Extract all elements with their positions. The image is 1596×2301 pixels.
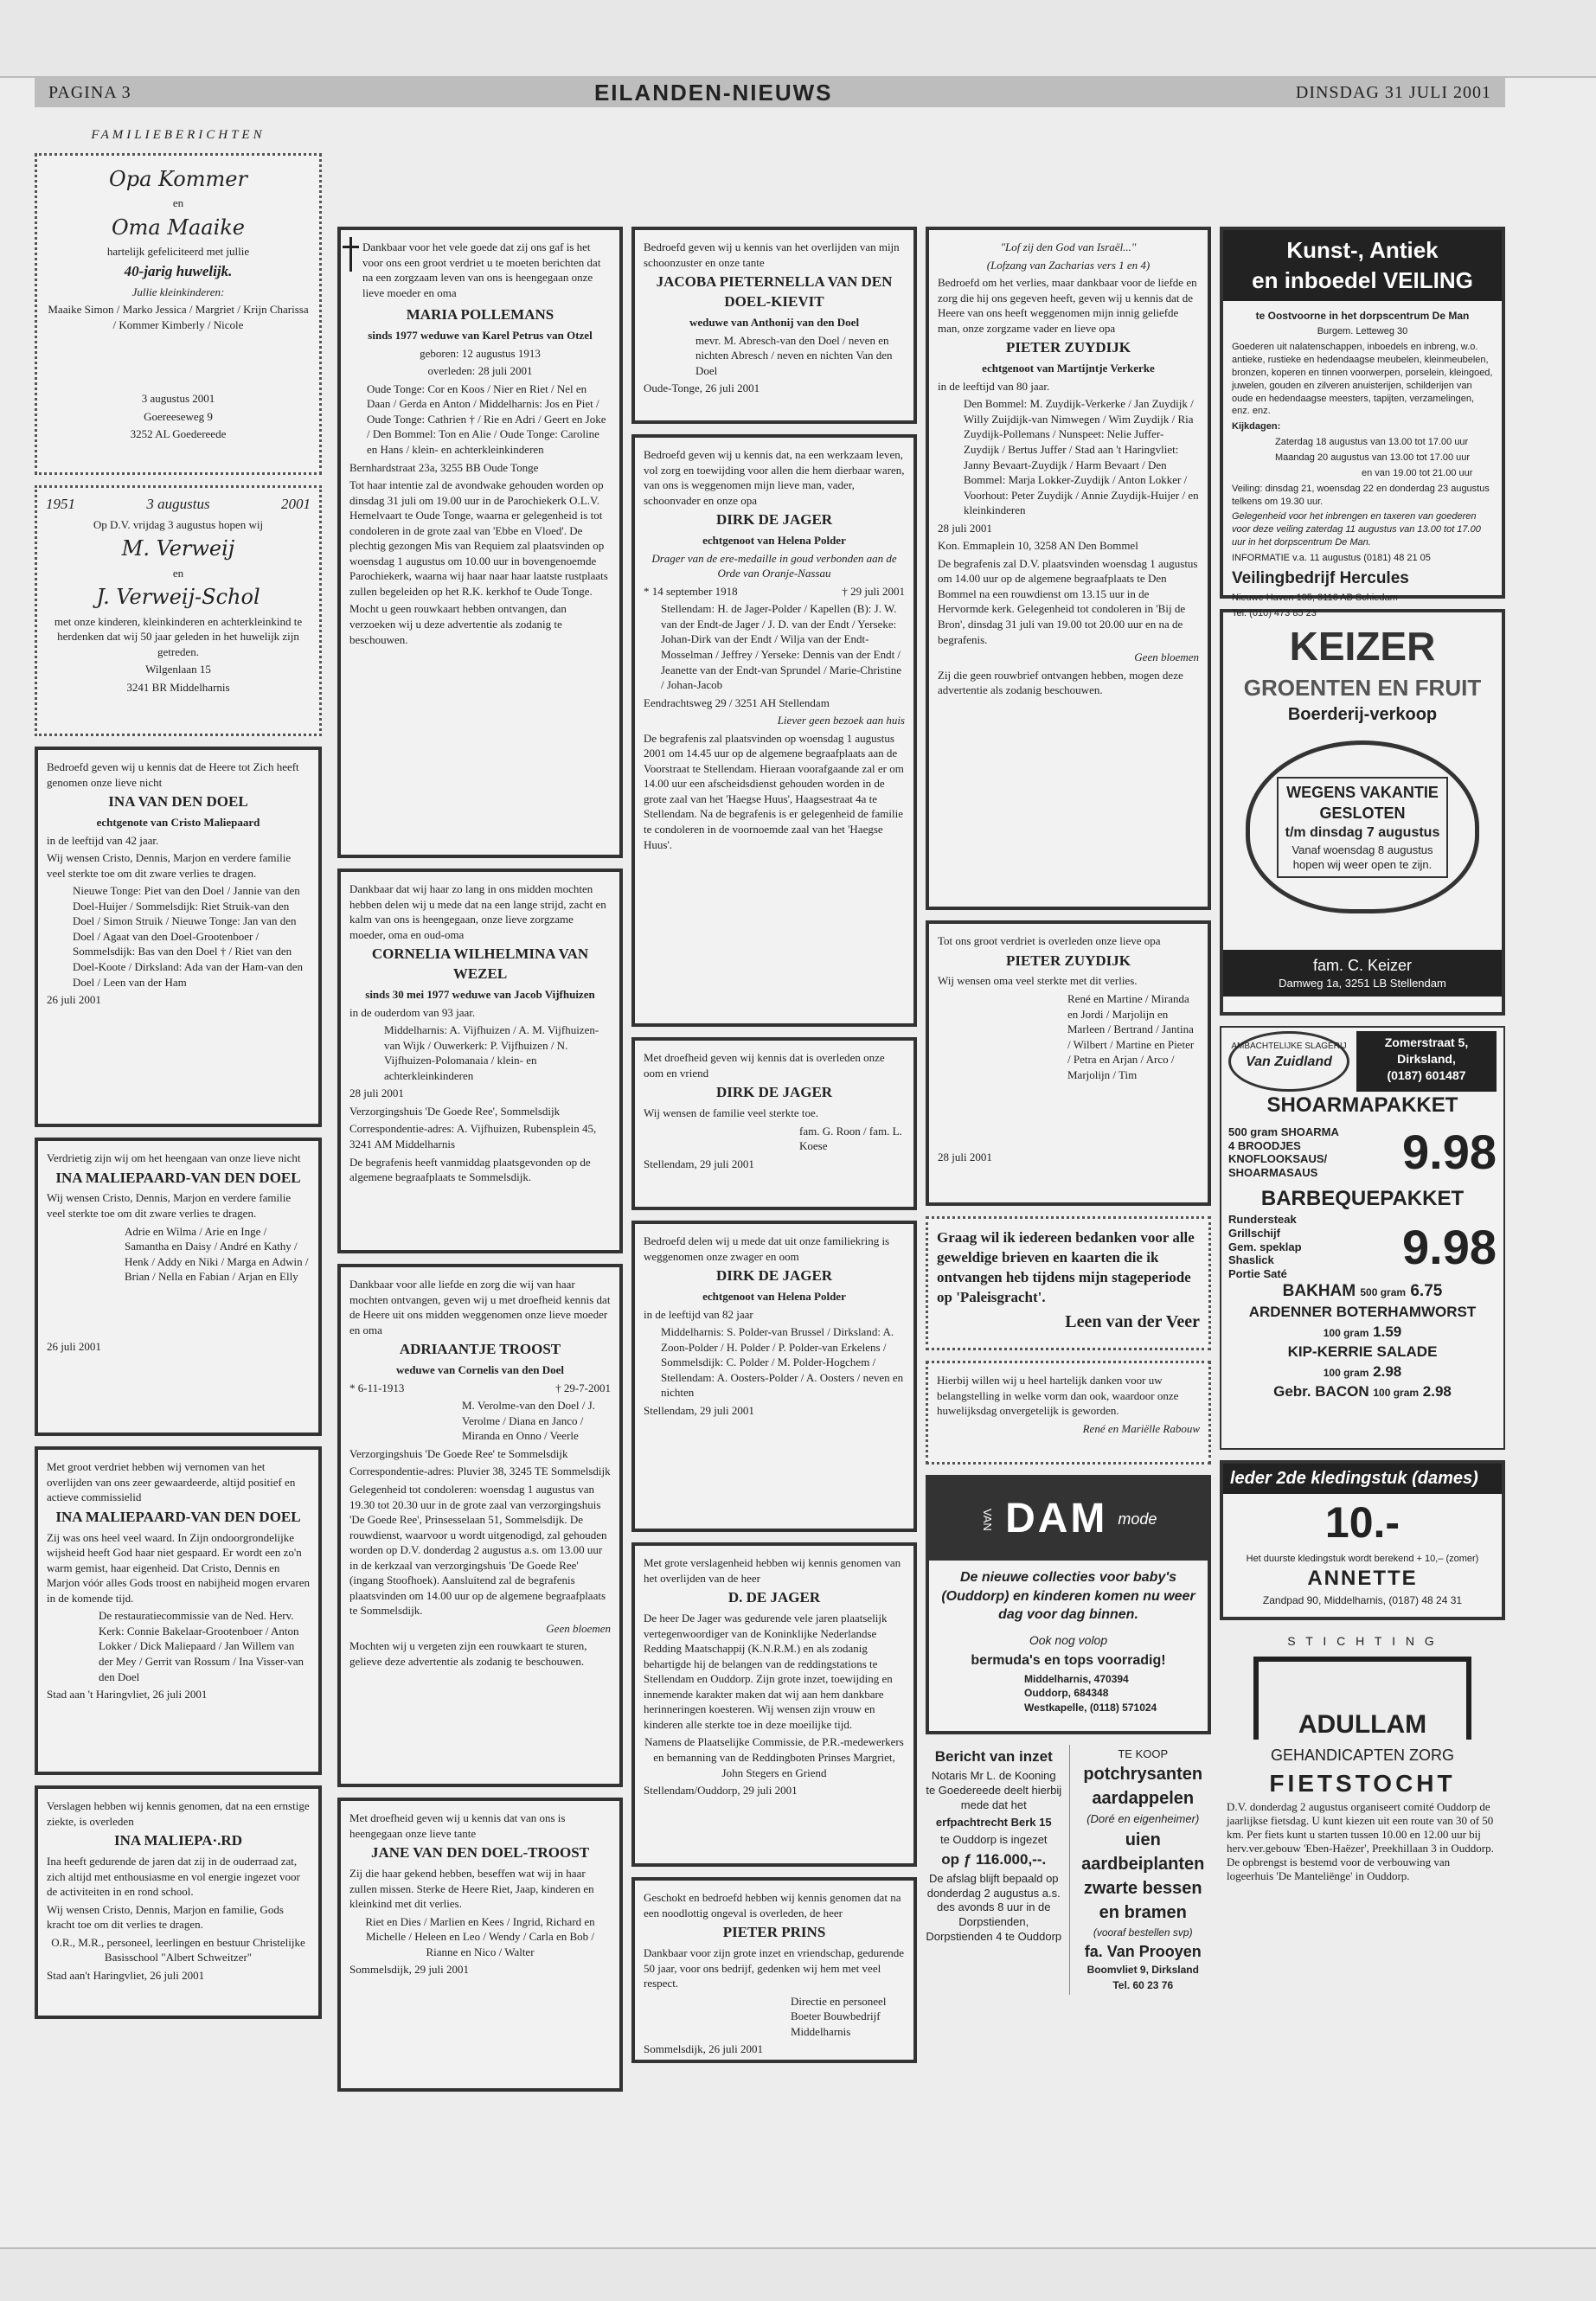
ad-text: Ina heeft gedurende de jaren dat zij in de ouderraad zat, zich altijd met enthousiasme en vol energie ingezet voor de activiteiten in en rond school. <box>47 1855 300 1899</box>
obituary-ad-4 <box>35 1785 322 2019</box>
ad-date: 28 juli 2001 <box>938 1150 992 1164</box>
ad-family: René en Martine / Miranda en Jordi / Marjolijn en Marleen / Bertrand / Jantina / Wilbert / Martine en Pieter / Petra en Arjan / Arco / Marjolijn / Tim <box>1067 992 1195 1081</box>
ad-date: Stad aan 't Haringvliet, 26 juli 2001 <box>47 1688 208 1702</box>
ad-text: WEGENS VAKANTIE <box>1286 783 1439 801</box>
ad-title: Veilingbedrijf Hercules <box>1232 568 1409 587</box>
ad-text: 2001 <box>281 496 311 512</box>
ad-text: Zij was ons heel veel waard. In Zijn ondoorgrondelijke wijsheid heeft God haar niet gespaard. Er wordt een zo'n warm gemist, haar eigenheid. Dat Cristo, Dennis en Marjon vóór alles Gods troost en nabijheid mogen ervaren in de komende tijd. <box>47 1530 310 1605</box>
ad-text: Hierbij willen wij u heel hartelijk danken voor uw belangstelling in welke vorm dan ook, waardoor onze huwelijksdag onvergetelijk is geworden. <box>937 1374 1179 1418</box>
ad-date: 3 augustus 2001 <box>141 392 215 406</box>
price-line <box>1228 1280 1497 1303</box>
ad-text: Jullie kleinkinderen: <box>131 285 225 298</box>
ad-text: Met grote verslagenheid hebben wij kennis genomen van het overlijden van de heer <box>644 1556 901 1585</box>
obituary-ad-3 <box>35 1446 322 1775</box>
ad-name: INA MALIEPAARD-VAN DEN DOEL <box>55 1508 301 1525</box>
issue-date: DINSDAG 31 JULI 2001 <box>1295 82 1491 102</box>
obituary-ad-12 <box>631 1221 917 1532</box>
ad-text: De nieuwe collecties voor baby's (Ouddorp) en kinderen komen nu weer dag voor dag binnen. <box>941 1570 1195 1623</box>
keizer-footer <box>1223 950 1502 997</box>
ad-text: 100 gram <box>1373 1386 1420 1399</box>
ad-text: en <box>172 196 184 210</box>
ad-text: weduwe van Anthonij van den Doel <box>689 315 860 329</box>
obituary-ad-8 <box>337 1798 623 2092</box>
auction-ad <box>1220 227 1505 619</box>
obituary-ad-14 <box>631 1877 917 2063</box>
ad-title: BARBEQUEPAKKET <box>1260 1186 1465 1210</box>
ad-text: 1951 <box>46 496 75 512</box>
anniversary-ad-1 <box>35 153 322 475</box>
ad-signature: De restauratiecommissie van de Ned. Herv. Kerk: Connie Bakelaar-Grootenboer / Anton Lokker / Dick Maliepaard / Jan Willem van der Mey / Gerrit van Rossum / Ina Visser-van den Doel <box>99 1609 304 1683</box>
ad-text: Zaterdag 18 augustus van 13.00 tot 17.00 uur <box>1275 437 1469 448</box>
ad-title: ANNETTE <box>1307 1567 1418 1591</box>
price-line <box>1228 1382 1497 1402</box>
ad-text: 100 gram <box>1323 1366 1369 1379</box>
column-4 <box>926 227 1211 1995</box>
auction-header <box>1223 230 1502 301</box>
product-list <box>1228 1125 1339 1179</box>
ad-text: Maandag 20 augustus van 13.00 tot 17.00 uur <box>1275 452 1471 463</box>
ad-text: echtgenoot van Helena Polder <box>702 534 846 548</box>
ad-price: op ƒ 116.000,--. <box>941 1850 1047 1868</box>
obituary-ad-9 <box>631 227 917 424</box>
ad-text: Verdrietig zijn wij om het heengaan van onze lieve nicht <box>47 1151 301 1164</box>
ad-name: MARIA POLLEMANS <box>406 306 554 324</box>
ad-text: Dankbaar voor zijn grote inzet en vriendschap, gedurende 50 jaar, voor ons bedrijf, gedenken wij hem met veel respect. <box>644 1946 905 1990</box>
ad-text: Wij wensen Cristo, Dennis, Marjon en verdere familie veel sterkte toe om dit zware verlies te dragen. <box>47 1191 292 1221</box>
ad-price: 9.98 <box>1402 1125 1497 1180</box>
butcher-address <box>1356 1031 1497 1092</box>
ad-text: GESLOTEN <box>1319 804 1406 822</box>
ad-text: Tot ons groot verdriet is overleden onze lieve opa <box>938 934 1161 947</box>
price-line <box>1228 1323 1497 1343</box>
ad-family: Adrie en Wilma / Arie en Inge / Samantha en Daisy / André en Kathy / Henk / Addy en Niki / Marga en Adwin / Brian / Nella en Fabian / Arjan en Elly <box>125 1224 309 1284</box>
ad-text: Drager van de ere-medaille in goud verbonden aan de Orde van Oranje-Nassau <box>651 551 897 580</box>
ad-price: 6.75 <box>1410 1282 1443 1301</box>
ad-text: erfpachtrecht Berk 15 <box>935 1815 1052 1829</box>
ad-text: weduwe van Cornelis van den Doel <box>396 1363 564 1377</box>
ad-phone: Tel. 60 23 76 <box>1112 1979 1174 1991</box>
product-list <box>1228 1213 1302 1280</box>
ad-text: uien <box>1125 1830 1161 1849</box>
ad-phone: Tel. (010) 473 85 23 <box>1232 608 1317 619</box>
ad-date: Oude-Tonge, 26 juli 2001 <box>644 381 760 395</box>
ad-family: Oude Tonge: Cor en Koos / Nier en Riet / Nel en Daan / Gerda en Anton / Middelharnis: Jos en Piet / Oude Tonge: Cathrien † / Rie en Adri / Geert en Joke / Den Bommel: Ton en Alie / Oude Tonge: Caroline en Hans / klein- en achterkleinkinderen <box>367 381 606 456</box>
ad-title: Kunst-, Antiek <box>1286 237 1439 263</box>
van-dam-logo <box>929 1478 1208 1561</box>
obituary-ad-11 <box>631 1037 917 1210</box>
thanks-ad-1 <box>926 1216 1211 1350</box>
page-number: PAGINA 3 <box>48 82 131 102</box>
ad-text: Gelegenheid tot condoleren: woensdag 1 augustus van 19.30 tot 20.30 uur in de grote zaal van verzorgingshuis 'De Goede Ree', Prinsesselaan 51, Sommelsdijk. De rouwdienst, waarvoor u wordt uitgenodigd, zal gehouden worden op D.V. donderdag 2 augustus a.s. om 13.00 uur in de kerkzaal van verzorgingshuis 'De Goede Ree' (ingang Stoofhoek). Aansluitend zal de begrafenis plaatsvinden om 14.00 uur op de algemene begraafplaats te Sommelsdijk. <box>349 1482 607 1618</box>
ad-text: Maaike Simon / Marko Jessica / Margriet / Krijn Charissa / Kommer Kimberly / Nicole <box>48 303 309 331</box>
ad-years <box>46 495 311 515</box>
ad-text: echtgenote van Cristo Maliepaard <box>96 816 260 830</box>
ad-text: Grillschijf <box>1228 1226 1280 1240</box>
ad-text: ARDENNER BOTERHAMWORST <box>1248 1303 1477 1320</box>
ad-text: Shaslick <box>1228 1253 1274 1267</box>
ad-text: Mochten wij u vergeten zijn een rouwkaart te sturen, gelieve deze advertentie als zodanig te beschouwen. <box>349 1639 587 1668</box>
ad-address: Boomvliet 9, Dirksland <box>1086 1964 1199 1976</box>
ad-text: Met droefheid geven wij kennis dat is overleden onze oom en vriend <box>644 1051 885 1080</box>
obituary-ad-13 <box>631 1542 917 1867</box>
ad-text: Bedroefd om het verlies, maar dankbaar voor de liefde en zorg die hij ons gegeven heeft, geven wij u kennis dat de Heere van ons heeft weggenomen mijn innig geliefde man, onze zorgzame vader en lieve opa <box>938 276 1197 335</box>
adullam-logo <box>1253 1657 1471 1740</box>
ad-text: Notaris Mr L. de Kooning te Goedereede deelt hierbij mede dat het <box>926 1769 1062 1811</box>
ad-text: Bedroefd delen wij u mede dat uit onze familiekring is weggenomen onze zwager en oom <box>644 1234 890 1263</box>
van-dam-addresses <box>929 1672 1208 1715</box>
ad-date: 28 juli 2001 <box>349 1086 404 1100</box>
ad-text: Op D.V. vrijdag 3 augustus hopen wij <box>93 517 264 531</box>
column-1 <box>35 128 322 2029</box>
ad-name: DIRK DE JAGER <box>715 1267 833 1285</box>
ad-text: en bramen <box>1099 1902 1187 1922</box>
ad-address: Middelharnis, 470394 <box>1024 1673 1129 1686</box>
ad-text: Wij wensen Cristo, Dennis, Marjon en verdere familie veel sterkte toe om dit zware verlies te dragen. <box>47 851 292 880</box>
ad-address: 3252 AL Goedereede <box>130 427 227 441</box>
ad-text: Kijkdagen: <box>1232 421 1281 433</box>
ad-name: M. Verweij <box>121 536 235 561</box>
ad-name: INA MALIEPA·.RD <box>114 1832 242 1849</box>
ad-text: met onze kinderen, kleinkinderen en achterkleinkind te herdenken dat wij 50 jaar geleden in het huwelijk zijn getreden. <box>54 614 303 658</box>
ad-address: Nieuwe Haven 105, 3116 AB Schiedam <box>1232 593 1398 604</box>
column-3 <box>631 227 917 2073</box>
ad-text: fa. Van Prooyen <box>1084 1942 1202 1960</box>
ad-text: Wij wensen Cristo, Dennis, Marjon en familie, Gods kracht toe om dit verlies te dragen. <box>47 1902 284 1932</box>
ad-name: PIETER ZUYDIJK <box>1005 339 1131 356</box>
ad-name: JACOBA PIETERNELLA VAN DEN DOEL-KIEVIT <box>656 273 893 311</box>
ad-text: 4 BROODJES <box>1228 1138 1301 1152</box>
ad-date: Stellendam, 29 juli 2001 <box>644 1157 754 1170</box>
obituary-ad-10 <box>631 434 917 1027</box>
ad-text: 500 gram SHOARMA <box>1228 1125 1339 1138</box>
ad-name: JANE VAN DEN DOEL-TROOST <box>370 1844 590 1862</box>
ad-text: en <box>172 566 184 580</box>
ad-price: 9.98 <box>1402 1219 1497 1274</box>
ad-date: 28 juli 2001 <box>938 521 992 535</box>
ad-text: Gelegenheid voor het inbrengen en taxeren van goederen voor deze veiling zaterdag 11 augustus van 13.00 tot 17.00 uur in het dorpscentrum De Man. <box>1232 511 1481 548</box>
ad-title: FIETSTOCHT <box>1269 1770 1456 1797</box>
ad-name: DIRK DE JAGER <box>715 511 833 529</box>
ad-text: Zij die geen rouwbrief ontvangen hebben, mogen deze advertentie als zodanig beschouwen. <box>938 668 1183 697</box>
obituary-ad-7 <box>337 1264 623 1787</box>
ad-text: te Oostvoorne in het dorpscentrum De Man <box>1255 310 1470 323</box>
ad-address: Correspondentie-adres: A. Vijfhuizen, Rubensplein 45, 3241 AM Middelharnis <box>349 1122 597 1150</box>
ad-title: SHOARMAPAKKET <box>1266 1093 1458 1117</box>
ad-text: * 14 september 1918 <box>644 584 738 598</box>
ad-text: Bedroefd geven wij u kennis dat de Heere tot Zich heeft genomen onze lieve nicht <box>47 760 299 789</box>
ad-text: KNOFLOOKSAUS/ <box>1228 1152 1328 1166</box>
pumpkin-icon <box>1246 740 1479 913</box>
ad-text: De afslag blijft bepaald op donderdag 2 augustus a.s. des avonds 8 uur in de Dorpstienden, Dorpstienden 4 te Ouddorp <box>926 1871 1062 1944</box>
adullam-ad <box>1220 1631 1505 1889</box>
ad-text: sinds 30 mei 1977 weduwe van Jacob Vijfhuizen <box>365 988 595 1002</box>
ad-text: Met droefheid geven wij u kennis dat van ons is heengegaan onze lieve tante <box>349 1811 566 1840</box>
ad-text: † 29 juli 2001 <box>842 584 905 598</box>
ad-price: 2.98 <box>1373 1362 1402 1380</box>
ad-family: Riet en Dies / Marlien en Kees / Ingrid, Richard en Michelle / Heleen en Leo / Wendy / Carla en Bob / Rianne en Nico / Walter <box>365 1914 595 1958</box>
ad-name: Oma Maaike <box>112 215 245 240</box>
ad-date: Sommelsdijk, 29 juli 2001 <box>349 1963 469 1977</box>
ad-text: De begrafenis zal plaatsvinden op woensdag 1 augustus 2001 om 14.45 uur op de algemene begraafplaats aan de Voorstraat te Stellendam. Hieraan voorafgaande zal er om 14.00 uur een afscheidsdienst gehouden worden in de grote zaal van het 'Haegse Huus', Haagsestraat 4a te Stellendam. Na de begrafenis is er gelegenheid de familie te condoleren in de voornoemde zaal van het 'Haegse Huus'. <box>644 731 904 851</box>
ad-text: overleden: 28 juli 2001 <box>427 364 533 378</box>
obituary-ad-6 <box>337 868 623 1253</box>
ad-text: Liever geen bezoek aan huis <box>777 714 905 727</box>
ad-text: Mocht u geen rouwkaart hebben ontvangen, dan verzoeken wij u deze advertentie als zodanig te beschouwen. <box>349 602 567 646</box>
ad-address: Eendrachtsweg 29 / 3251 AH Stellendam <box>644 695 830 709</box>
logo-text: ADULLAM <box>1298 1710 1427 1739</box>
ad-address: Wilgenlaan 15 <box>145 663 211 676</box>
ad-text: Gebr. BACON <box>1273 1382 1369 1400</box>
ad-date: Sommelsdijk, 26 juli 2001 <box>644 2042 763 2056</box>
ad-address: Zandpad 90, Middelharnis, (0187) 48 24 31 <box>1262 1593 1463 1606</box>
ad-family: M. Verolme-van den Doel / J. Verolme / Diana en Janco / Miranda en Onno / Veerle <box>462 1399 595 1443</box>
logo-text: GEHANDICAPTEN ZORG <box>1270 1747 1455 1764</box>
ad-phone: (0187) 601487 <box>1387 1067 1466 1082</box>
ad-address: Dirksland, <box>1397 1051 1456 1066</box>
ad-text: Dankbaar voor alle liefde en zorg die wij van haar mochten ontvangen, geven wij u met droefheid kennis dat de Heere uit ons midden weggenomen onze lieve moeder en oma <box>349 1278 611 1336</box>
ad-name: PIETER ZUYDIJK <box>1005 952 1131 969</box>
obituary-ad-5 <box>337 227 623 858</box>
ad-text: SHOARMASAUS <box>1228 1165 1318 1179</box>
ad-text: Wij wensen oma veel sterkte met dit verlies. <box>938 974 1138 988</box>
ad-text: Bedroefd geven wij u kennis van het overlijden van mijn schoonzuster en onze tante <box>644 240 900 269</box>
ad-text: BAKHAM <box>1282 1282 1356 1301</box>
ad-text: te Ouddorp is ingezet <box>939 1832 1048 1846</box>
ad-text: aardbeiplanten <box>1081 1854 1205 1874</box>
ad-title: KEIZER <box>1289 624 1436 669</box>
anniversary-ad-2 <box>35 485 322 736</box>
ad-name: INA VAN DEN DOEL <box>108 793 248 811</box>
column-2 <box>337 227 623 2102</box>
column-5 <box>1220 227 1505 1889</box>
ad-text: (Lofzang van Zacharias vers 1 en 4) <box>986 258 1151 272</box>
ad-text: Boerderij-verkoop <box>1287 705 1438 725</box>
ad-signature: Namens de Plaatselijke Commissie, de P.R.-medewerkers en bemanning van de Reddingboten Prinses Margriet, John Stegers en Griend <box>644 1735 904 1779</box>
ad-text: Het duurste kledingstuk wordt berekend + 10,– (zomer) <box>1246 1553 1479 1564</box>
ad-text: Verslagen hebben wij kennis genomen, dat na een ernstige ziekte, is overleden <box>47 1799 310 1828</box>
ad-text: echtgenoot van Helena Polder <box>702 1290 846 1304</box>
ad-family: Stellendam: H. de Jager-Polder / Kapellen (B): J. W. van der Endt-de Jager / J. D. van der Endt / Yerseke: Johan-Dirk van der Endt / Wilja van der Endt-Mosselman / Jeffrey / Yerseke: Dennis van der Endt / Jeanette van der Endt-van Sprundel / Marie-Christine / Johan-Jacob <box>661 602 901 692</box>
ad-text: 100 gram <box>1323 1326 1369 1339</box>
ad-family: Middelharnis: A. Vijfhuizen / A. M. Vijfhuizen-van Wijk / Ouwerkerk: P. Vijfhuizen / N. Vijfhuizen-Polomanaia / klein- en achterkleinkinderen <box>384 1023 599 1082</box>
van-dam-ad <box>926 1475 1211 1734</box>
cross-icon <box>349 237 352 272</box>
ad-name: PIETER PRINS <box>722 1924 826 1941</box>
butcher-header <box>1228 1031 1497 1092</box>
ad-text: hopen wij weer open te zijn. <box>1292 858 1433 872</box>
ad-address: Bernhardstraat 23a, 3255 BB Oude Tonge <box>349 460 539 474</box>
ad-text: hartelijk gefeliciteerd met jullie <box>106 245 250 259</box>
price-line <box>1228 1362 1497 1382</box>
obituary-ad-1 <box>35 747 322 1127</box>
notice-ad <box>926 1745 1062 1995</box>
ad-family: fam. G. Roon / fam. L. Koese <box>799 1124 902 1153</box>
ad-text: 500 gram <box>1360 1286 1407 1299</box>
ad-date: Stad aan't Haringvliet, 26 juli 2001 <box>47 1968 205 1982</box>
product-row <box>1228 1213 1497 1280</box>
auction-body <box>1223 301 1502 628</box>
ad-text: De begrafenis zal D.V. plaatsvinden woensdag 1 augustus om 14.00 uur op de algemene begraafplaats te Den Bommel na een rouwdienst om 13.15 uur in de Hervormde kerk. Gelegenheid tot condoleren in 'Bij de Bron', dinsdag 31 juli van 19.00 tot 20.00 uur en na de begrafenis. <box>938 556 1198 646</box>
ad-text: zwarte bessen <box>1083 1878 1202 1898</box>
logo-text: Van Zuidland <box>1246 1054 1332 1069</box>
logo-text: AMBACHTELIJKE SLAGERIJ <box>1231 1042 1347 1051</box>
ad-text: Geen bloemen <box>1134 651 1199 664</box>
ad-text: "Lof zij den God van Israël..." <box>1000 240 1137 253</box>
ad-text: bermuda's en tops voorradig! <box>971 1652 1166 1668</box>
annette-ad <box>1220 1460 1505 1620</box>
ad-text: Rundersteak <box>1228 1213 1297 1227</box>
ad-intro <box>349 237 611 303</box>
obituary-ad-15 <box>926 227 1211 910</box>
ad-signature: O.R., M.R., personeel, leerlingen en bestuur Christelijke Basisschool "Albert Schweitzer" <box>51 1935 305 1965</box>
ad-signature: Directie en personeel Boeter Bouwbedrijf Middelharnis <box>791 1994 887 2038</box>
ad-text: Ook nog volop <box>1029 1632 1108 1647</box>
obituary-ad-2 <box>35 1138 322 1436</box>
vacation-notice <box>1277 777 1449 878</box>
ad-name: CORNELIA WILHELMINA VAN WEZEL <box>371 945 589 983</box>
thanks-ad-2 <box>926 1361 1211 1465</box>
ad-text: Veiling: dinsdag 21, woensdag 22 en donderdag 23 augustus telkens om 19.30 uur. <box>1232 483 1490 507</box>
ad-name: J. Verweij-Schol <box>96 585 260 610</box>
ad-text: Graag wil ik iedereen bedanken voor alle geweldige brieven en kaarten die ik ontvangen heb tijdens mijn stageperiode op 'Paleisgracht'. <box>937 1229 1195 1305</box>
ad-text: Wij wensen de familie veel sterkte toe. <box>644 1106 818 1120</box>
ad-address: Ouddorp, 684348 <box>1024 1687 1109 1700</box>
ad-text: INFORMATIE v.a. 11 augustus (0181) 48 21 05 <box>1232 552 1431 563</box>
section-title: FAMILIEBERICHTEN <box>91 128 266 142</box>
butcher-ad <box>1220 1026 1505 1450</box>
ad-date: 26 juli 2001 <box>47 1339 101 1353</box>
ad-family: mevr. M. Abresch-van den Doel / neven en nichten Abresch / neven en nichten Van den Doel <box>695 333 893 377</box>
butcher-logo <box>1228 1031 1349 1092</box>
obituary-ad-16 <box>926 920 1211 1206</box>
ad-family: Nieuwe Tonge: Piet van den Doel / Jannie van den Doel-Huijer / Sommelsdijk: Riet Struik-van den Doel / Simon Struik / Nieuwe Tonge: Jan van den Doel / Agaat van den Doel-Grootenboer / Sommelsdijk: Bas van den Doel † / Riet van den Doel-Koote / Dirksland: Ada van der Ham-van den Doel / Leen van der Ham <box>73 884 304 989</box>
ad-text: Bedroefd geven wij u kennis dat, na een werkzaam leven, vol zorg en toewijding voor allen die hem dierbaar waren, van ons is weggenomen mijn lieve man, vader, schoonvader en onze opa <box>644 448 905 507</box>
ad-address: Kon. Emmaplein 10, 3258 AN Den Bommel <box>938 539 1138 553</box>
page-header <box>35 78 1505 107</box>
ad-name: ADRIAANTJE TROOST <box>399 1341 561 1358</box>
logo-text: mode <box>1118 1510 1157 1529</box>
ad-text: en van 19.00 tot 21.00 uur <box>1362 467 1473 478</box>
ad-text: Geen bloemen <box>546 1621 611 1635</box>
ad-text: Dankbaar dat wij haar zo lang in ons midden mochten hebben delen wij u mede dat na een lange strijd, zacht en kalm van ons is heengegaan, onze lieve zorgzame moeder, oma en oud-oma <box>349 882 606 941</box>
ad-text: potchrysanten <box>1083 1765 1203 1785</box>
ad-address: Burgem. Letteweg 30 <box>1317 326 1408 337</box>
ad-text: † 29-7-2001 <box>555 1381 611 1394</box>
ad-text: (vooraf bestellen svp) <box>1093 1926 1193 1939</box>
ad-name: D. DE JAGER <box>727 1589 821 1606</box>
ad-text: Verzorgingshuis 'De Goede Ree' te Sommelsdijk <box>349 1446 568 1460</box>
ad-address: Zomerstraat 5, <box>1384 1035 1469 1049</box>
ad-text: geboren: 12 augustus 1913 <box>420 346 541 360</box>
ad-title: GROENTEN EN FRUIT <box>1243 675 1482 702</box>
ad-text: sinds 1977 weduwe van Karel Petrus van Otzel <box>368 329 593 343</box>
ad-date: Stellendam, 29 juli 2001 <box>644 1403 754 1417</box>
ad-text: in de leeftijd van 80 jaar. <box>938 379 1050 393</box>
ad-title: leder 2de kledingstuk (dames) <box>1223 1464 1502 1494</box>
ad-address: 3241 BR Middelharnis <box>126 681 230 694</box>
ad-price: 10.- <box>1324 1498 1401 1547</box>
ad-text: S T I C H T I N G <box>1287 1634 1438 1648</box>
ad-text: Verzorgingshuis 'De Goede Ree', Sommelsdijk <box>349 1104 561 1118</box>
ad-signature: Leen van der Veer <box>1065 1311 1200 1331</box>
ad-text: De heer De Jager was gedurende vele jaren plaatselijk vertegenwoordiger van de Koninklijke Nederlandse Redding Maatschappij (K.N.R.M.) en als zodanig behartigde hij de belangen van de reddingstations te Stellendam en Ouddorp. Zijn grote inzet, toewijding en innemende karakter maken dat wij aan hem dankbare herinneringen koesteren. Wij wensen zijn vrouw en kinderen alle sterkte toe in deze moeilijke tijd. <box>644 1612 893 1731</box>
masthead: EILANDEN-NIEUWS <box>593 79 833 106</box>
ad-text: Dankbaar voor het vele goede dat zij ons gaf is het voor ons een groot verdriet u te moeten berichten dat na een zorgzaam leven van ons is heengegaan onze lieve moeder en oma <box>362 240 601 299</box>
ad-address: Damweg 1a, 3251 LB Stellendam <box>1279 977 1446 990</box>
ad-address: Westkapelle, (0118) 571024 <box>1024 1701 1157 1714</box>
small-ads-row <box>926 1745 1211 1995</box>
ad-text: Tot haar intentie zal de avondwake gehouden worden op dinsdag 31 juli om 19.00 uur in de Parochiekerk O.L.V. Hemelvaart te Oude Tonge, waarna er gelegenheid is tot condoleren in de grote zaal van 'Ebbe en Vloed'. De plechtig gezongen Mis van Requiem zal plaatsvinden op woensdag 1 augustus om 10.00 uur in bovengenoemde Parochiekerk, waarna wij haar naar haar laatste rustplaats zullen begeleiden op het R.K. kerkhof te Oude Tonge. <box>349 478 608 598</box>
ad-text: KIP-KERRIE SALADE <box>1287 1343 1438 1360</box>
ad-family: Middelharnis: S. Polder-van Brussel / Dirksland: A. Zoon-Polder / H. Polder / P. Polder-van Erkelens / Sommelsdijk: C. Polder / M. Polder-Hogchem / Stellendam: A. Oosters-Polder / A. Oosters / neven en nichten <box>661 1325 904 1400</box>
ad-text: Goederen uit nalatenschappen, inboedels en inbreng, w.o. antieke, rustieke en hedendaagse meubelen, kleinmeubelen, bronzen, koperen en tinnen voorwerpen, porselein, kleingoed, juwelen, gouden en zilveren anuisterijen, schilderijen van oude en hedendaagse meesters, tapijten, verzamelingen, enz. enz. <box>1232 342 1493 417</box>
logo-text: DAM <box>1005 1496 1108 1542</box>
ad-text: De begrafenis heeft vanmiddag plaatsgevonden op de algemene begraafplaats te Sommelsdijk. <box>349 1155 591 1184</box>
te-koop-ad <box>1069 1745 1212 1995</box>
ad-text: aardappelen <box>1092 1789 1195 1809</box>
ad-name: INA MALIEPAARD-VAN DEN DOEL <box>55 1169 301 1186</box>
ad-text: in de leeftijd van 82 jaar <box>644 1307 753 1321</box>
ad-text: 3 augustus <box>146 496 210 512</box>
ad-text: fam. C. Keizer <box>1312 957 1413 975</box>
ad-signature: René en Mariëlle Rabouw <box>1082 1421 1200 1435</box>
ad-text: Vanaf woensdag 8 augustus <box>1292 843 1433 856</box>
ad-text: Met groot verdriet hebben wij vernomen van het overlijden van ons zeer gewaardeerde, altijd positief en actieve commissielid <box>47 1460 296 1504</box>
ad-text: Geschokt en bedroefd hebben wij kennis genomen dat na een noodlottig ongeval is overleden, de heer <box>644 1891 901 1920</box>
ad-address: Correspondentie-adres: Pluvier 38, 3245 TE Sommelsdijk <box>349 1465 611 1478</box>
ad-text: t/m dinsdag 7 augustus <box>1285 825 1440 841</box>
ad-title: Bericht van inzet <box>934 1748 1053 1765</box>
ad-name: DIRK DE JAGER <box>715 1084 833 1101</box>
ad-price: 1.59 <box>1373 1323 1402 1340</box>
ad-family: Den Bommel: M. Zuydijk-Verkerke / Jan Zuydijk / Willy Zuijdijk-van Nimwegen / Wim Zuydijk / Ria Zuydijk-Pollemans / Nunspeet: Nelie Juffer-Zuydijk / Bertus Juffer / Stad aan 't Haringvliet: Janny Bevaart-Zuydijk / Harm Bevaart / Den Bommel: Marja Lokker-Zuydijk / Anton Lokker / Voorhout: Peter Zuydijk / Annie Zuydijk-Huijer / en kleinkinderen <box>964 397 1199 517</box>
ad-text: in de leeftijd van 42 jaar. <box>47 833 159 847</box>
logo-text: VAN <box>981 1508 995 1531</box>
ad-text: in de ouderdom van 93 jaar. <box>349 1005 476 1019</box>
ad-date: Stellendam/Ouddorp, 29 juli 2001 <box>644 1784 798 1798</box>
ad-date: 26 juli 2001 <box>47 993 101 1007</box>
ad-text: Portie Saté <box>1228 1266 1287 1280</box>
ad-text: D.V. donderdag 2 augustus organiseert comité Ouddorp de jaarlijkse fietsdag. U kunt kiezen uit een route van 30 of 50 km. Per fiets kunt u starten tussen 10.00 en 12.00 uur bij herv.ver.gebouw 'Eben-Haëzer', Preekhillaan 3 in Ouddorp. De opbrengst is bestemd voor de verbouwing van logeerhuis 'De Manteliënge' in Ouddorp. <box>1227 1800 1494 1882</box>
keizer-ad <box>1220 609 1505 1016</box>
ad-text: (Doré en eigenheimer) <box>1086 1812 1200 1826</box>
ad-text: 40-jarig huwelijk. <box>124 262 233 279</box>
ad-title: en inboedel VEILING <box>1252 267 1473 294</box>
ad-name: Opa Kommer <box>109 167 247 191</box>
ad-address: Goereeseweg 9 <box>144 409 213 423</box>
ad-price: 2.98 <box>1422 1382 1452 1400</box>
ad-dates <box>349 1381 611 1396</box>
ad-title: TE KOOP <box>1118 1747 1169 1760</box>
ad-text: Gem. speklap <box>1228 1240 1302 1253</box>
product-row <box>1228 1119 1497 1185</box>
ad-dates <box>644 584 905 599</box>
ad-text: echtgenoot van Martijntje Verkerke <box>982 362 1155 375</box>
ad-text: Zij die haar gekend hebben, beseffen wat wij in haar zullen missen. Sterke de Heere Riet, Jaap, kinderen en kleinkind met dit verlies. <box>349 1867 594 1911</box>
ad-text: * 6-11-1913 <box>349 1381 405 1394</box>
